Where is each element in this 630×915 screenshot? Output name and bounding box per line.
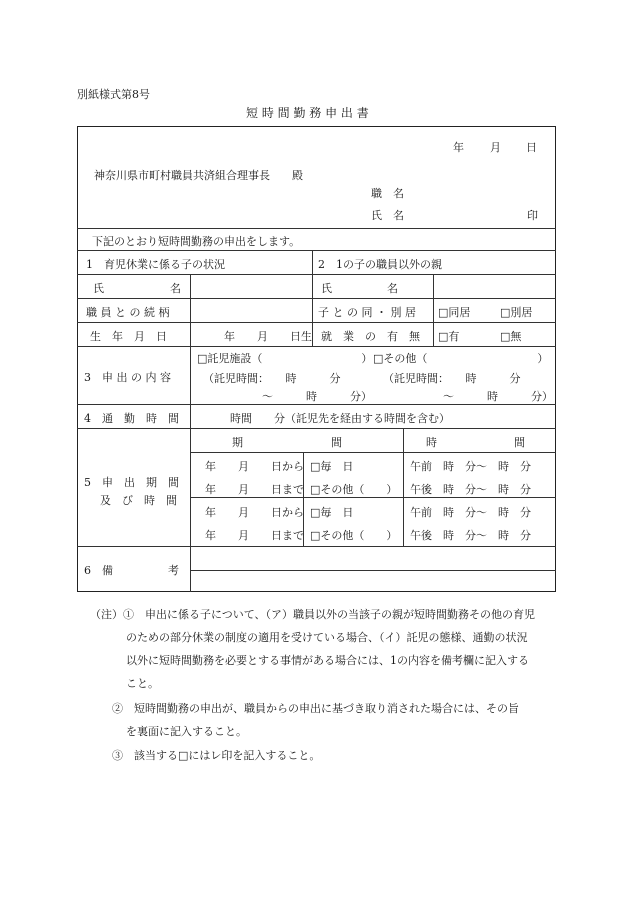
period-from-2: 年 月 日から bbox=[205, 506, 304, 519]
note-1-line-1: （注）① 申出に係る子について、（ア）職員以外の当該子の親が短時間勤務その他の育児 bbox=[90, 608, 536, 621]
note-2-line-1: ② 短時間勤務の申出が、職員からの申出に基づき取り消された場合には、その旨 bbox=[112, 702, 519, 715]
addressee: 神奈川県市町村職員共済組合理事長 殿 bbox=[94, 169, 303, 182]
cohab-separate-checkbox: □別居 bbox=[500, 306, 533, 319]
section2-title: 2 1の子の職員以外の親 bbox=[318, 258, 442, 271]
rule bbox=[190, 570, 556, 571]
time-am-1: 午前 時 分〜 時 分 bbox=[410, 460, 531, 473]
period-from-1: 年 月 日から bbox=[205, 460, 304, 473]
rule bbox=[190, 274, 191, 546]
rule bbox=[190, 546, 191, 592]
rule bbox=[433, 274, 434, 346]
rule bbox=[190, 497, 556, 498]
other-checkbox-2: □その他（ ） bbox=[310, 529, 398, 542]
rule bbox=[77, 404, 556, 405]
facility-time-start: （託児時間： 時 分 bbox=[203, 372, 341, 385]
childcare-facility-option: □託児施設（ ） bbox=[197, 352, 373, 365]
rule bbox=[403, 428, 404, 546]
time-pm-1: 午後 時 分〜 時 分 bbox=[410, 483, 531, 496]
other-time-start: （託児時間： 時 分 bbox=[383, 372, 521, 385]
other-checkbox-1: □その他（ ） bbox=[310, 483, 398, 496]
time-am-2: 午前 時 分〜 時 分 bbox=[410, 506, 531, 519]
rule bbox=[77, 428, 556, 429]
birth-value: 年 月 日生 bbox=[224, 330, 312, 343]
cohabitation-label: 子 と の 同 ・ 別 居 bbox=[318, 306, 416, 319]
rule bbox=[77, 298, 556, 299]
period-to-1: 年 月 日まで bbox=[205, 483, 304, 496]
section4-label: 4 通 勤 時 間 bbox=[84, 412, 179, 425]
employment-label: 就 業 の 有 無 bbox=[321, 330, 420, 343]
facility-time-end: 〜 時 分） bbox=[262, 390, 372, 403]
relation-label: 職 員 と の 続 柄 bbox=[86, 306, 170, 319]
rule bbox=[77, 228, 556, 229]
cohab-same-checkbox: □同居 bbox=[438, 306, 471, 319]
note-1-line-2: のための部分休業の制度の適用を受けている場合、（イ）託児の態様、通勤の状況 bbox=[126, 631, 528, 644]
name-label: 氏 名 bbox=[371, 209, 404, 222]
date-day: 日 bbox=[526, 141, 537, 154]
rule bbox=[77, 546, 556, 547]
note-1-line-3: 以外に短時間勤務を必要とする事情がある場合には、1の内容を備考欄に記入する bbox=[126, 654, 529, 667]
employed-yes-checkbox: □有 bbox=[438, 330, 460, 343]
child-name-label: 氏 名 bbox=[93, 282, 181, 295]
statement: 下記のとおり短時間勤務の申出をします。 bbox=[92, 235, 301, 248]
section1-title: 1 育児休業に係る子の状況 bbox=[86, 258, 225, 271]
section5-label: 5 申 出 期 間 bbox=[84, 476, 179, 489]
parent-name-label: 氏 名 bbox=[321, 282, 398, 295]
daily-checkbox-1: □毎 日 bbox=[310, 460, 354, 473]
time-pm-2: 午後 時 分〜 時 分 bbox=[410, 529, 531, 542]
other-time-end: 〜 時 分） bbox=[443, 390, 553, 403]
daily-checkbox-2: □毎 日 bbox=[310, 506, 354, 519]
section3-label: 3 申 出 の 内 容 bbox=[84, 371, 171, 384]
page-title: 短 時 間 勤 務 申 出 書 bbox=[246, 106, 369, 120]
note-2-line-2: を裏面に記入すること。 bbox=[126, 725, 247, 738]
rule bbox=[190, 452, 556, 453]
rule bbox=[312, 250, 313, 346]
rule bbox=[77, 322, 556, 323]
note-3-line-1: ③ 該当する□にはレ印を記入すること。 bbox=[112, 749, 321, 762]
rule bbox=[77, 346, 556, 347]
date-month: 月 bbox=[490, 141, 501, 154]
time-header: 時 間 bbox=[426, 436, 525, 449]
section5-label-2: 及 び 時 間 bbox=[100, 494, 177, 507]
section6-label: 6 備 考 bbox=[84, 564, 179, 577]
employed-no-checkbox: □無 bbox=[500, 330, 522, 343]
birth-label: 生 年 月 日 bbox=[90, 330, 167, 343]
note-1-line-4: こと。 bbox=[126, 677, 159, 690]
period-header: 期 間 bbox=[232, 436, 342, 449]
period-to-2: 年 月 日まで bbox=[205, 529, 304, 542]
other-option: □その他（ ） bbox=[373, 352, 549, 365]
form-number: 別紙様式第8号 bbox=[77, 88, 150, 101]
rule bbox=[77, 274, 556, 275]
seal-mark: 印 bbox=[527, 209, 538, 222]
date-year: 年 bbox=[453, 141, 464, 154]
post-label: 職 名 bbox=[371, 187, 404, 200]
rule bbox=[77, 250, 556, 251]
commute-time-value: 時間 分（託児先を経由する時間を含む） bbox=[230, 412, 450, 425]
